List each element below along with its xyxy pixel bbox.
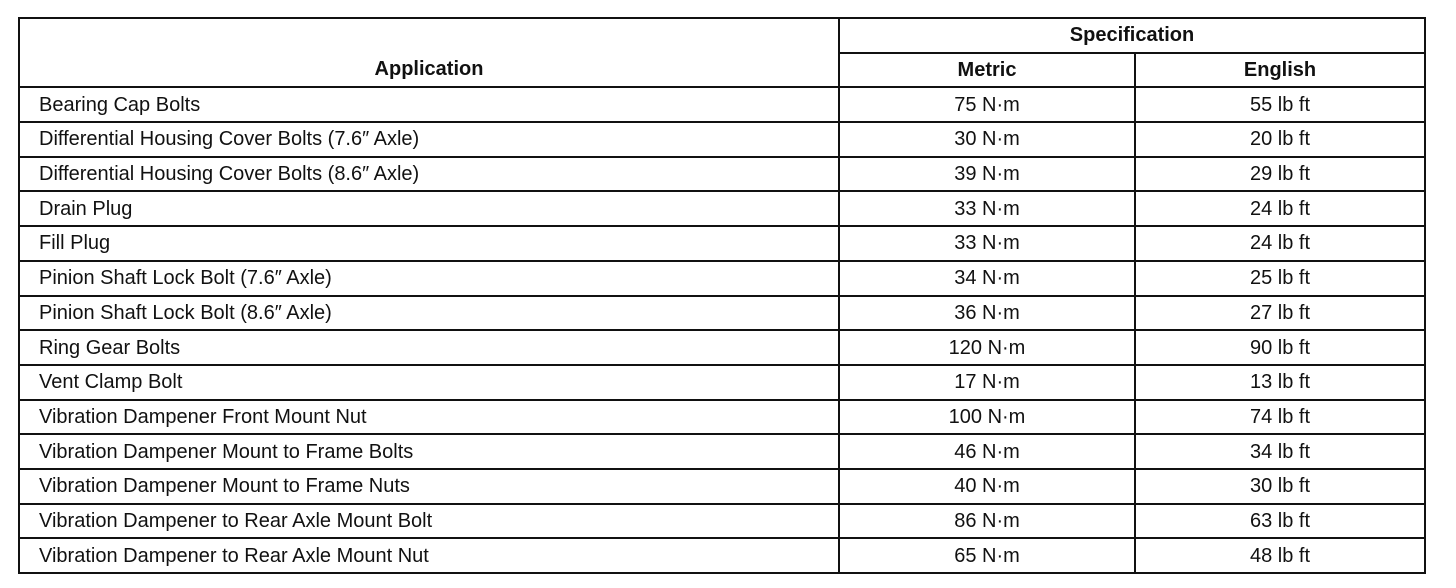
table-row (19, 261, 1425, 296)
table-row (19, 122, 1425, 157)
application-cell: Vibration Dampener Mount to Frame Bolts (19, 434, 839, 469)
application-cell: Bearing Cap Bolts (19, 87, 839, 122)
metric-cell: 36 N·m (839, 296, 1135, 331)
english-cell: 63 lb ft (1135, 504, 1425, 539)
metric-cell: 40 N·m (839, 469, 1135, 504)
application-cell: Differential Housing Cover Bolts (8.6″ Axle) (19, 157, 839, 192)
application-cell: Vent Clamp Bolt (19, 365, 839, 400)
english-header: English (1135, 53, 1425, 88)
english-cell: 90 lb ft (1135, 330, 1425, 365)
table-row (19, 400, 1425, 435)
application-cell: Vibration Dampener Front Mount Nut (19, 400, 839, 435)
application-cell: Pinion Shaft Lock Bolt (7.6″ Axle) (19, 261, 839, 296)
table-row (19, 157, 1425, 192)
table-row (19, 504, 1425, 539)
application-header: Application (19, 18, 839, 87)
english-cell: 48 lb ft (1135, 538, 1425, 573)
english-cell: 27 lb ft (1135, 296, 1425, 331)
english-cell: 25 lb ft (1135, 261, 1425, 296)
metric-cell: 33 N·m (839, 226, 1135, 261)
metric-cell: 86 N·m (839, 504, 1135, 539)
metric-cell: 30 N·m (839, 122, 1135, 157)
metric-cell: 46 N·m (839, 434, 1135, 469)
metric-cell: 17 N·m (839, 365, 1135, 400)
english-cell: 55 lb ft (1135, 87, 1425, 122)
english-cell: 20 lb ft (1135, 122, 1425, 157)
metric-header: Metric (839, 53, 1135, 88)
table-row (19, 434, 1425, 469)
table-row (19, 330, 1425, 365)
application-cell: Fill Plug (19, 226, 839, 261)
application-cell: Vibration Dampener Mount to Frame Nuts (19, 469, 839, 504)
table-body (19, 87, 1425, 573)
english-cell: 13 lb ft (1135, 365, 1425, 400)
application-cell: Drain Plug (19, 191, 839, 226)
table-row (19, 296, 1425, 331)
table-row (19, 469, 1425, 504)
specification-table (18, 17, 1426, 574)
application-cell: Vibration Dampener to Rear Axle Mount Bolt (19, 504, 839, 539)
application-cell: Ring Gear Bolts (19, 330, 839, 365)
metric-cell: 100 N·m (839, 400, 1135, 435)
metric-cell: 34 N·m (839, 261, 1135, 296)
english-cell: 24 lb ft (1135, 226, 1425, 261)
application-cell: Vibration Dampener to Rear Axle Mount Nut (19, 538, 839, 573)
metric-cell: 120 N·m (839, 330, 1135, 365)
application-cell: Differential Housing Cover Bolts (7.6″ Axle) (19, 122, 839, 157)
metric-cell: 75 N·m (839, 87, 1135, 122)
english-cell: 29 lb ft (1135, 157, 1425, 192)
table-row (19, 87, 1425, 122)
english-cell: 34 lb ft (1135, 434, 1425, 469)
metric-cell: 33 N·m (839, 191, 1135, 226)
table-row (19, 191, 1425, 226)
table-row (19, 365, 1425, 400)
english-cell: 74 lb ft (1135, 400, 1425, 435)
application-cell: Pinion Shaft Lock Bolt (8.6″ Axle) (19, 296, 839, 331)
table-row (19, 226, 1425, 261)
metric-cell: 65 N·m (839, 538, 1135, 573)
metric-cell: 39 N·m (839, 157, 1135, 192)
english-cell: 30 lb ft (1135, 469, 1425, 504)
table-row (19, 538, 1425, 573)
english-cell: 24 lb ft (1135, 191, 1425, 226)
header-row-top (19, 18, 1425, 53)
specification-header: Specification (839, 18, 1425, 53)
